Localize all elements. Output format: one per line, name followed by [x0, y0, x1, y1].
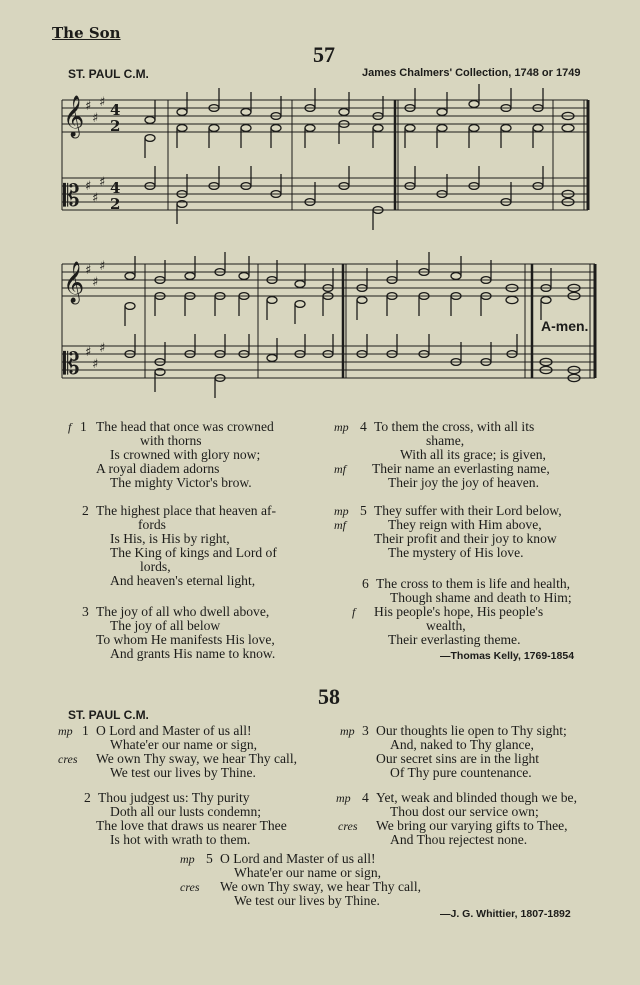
hymn-58-number: 58 [318, 684, 340, 709]
stanza-line: with thorns [140, 433, 202, 448]
stanza-line: Our secret sins are in the light [376, 751, 540, 766]
svg-text:♯: ♯ [99, 95, 106, 110]
svg-text:♯: ♯ [99, 175, 106, 190]
stanza-line: The highest place that heaven af- [96, 503, 277, 518]
dynamic-mark: cres [180, 880, 200, 894]
svg-text:♯: ♯ [85, 345, 92, 360]
hymn-57-number: 57 [313, 42, 335, 67]
stanza-number: 1 [82, 723, 89, 738]
dynamic-mark: mp [334, 420, 349, 434]
svg-text:2: 2 [110, 195, 121, 213]
stanza-line: lords, [140, 559, 171, 574]
hymn-58-tune: ST. PAUL C.M. [68, 708, 149, 722]
dynamic-mark: mp [58, 724, 73, 738]
stanza-line: Though shame and death to Him; [390, 590, 572, 605]
dynamic-mark: mf [334, 462, 346, 476]
dynamic-mark: cres [338, 819, 358, 833]
svg-text:4: 4 [110, 179, 121, 197]
stanza-line: Doth all our lusts condemn; [110, 804, 262, 819]
stanza-line: To whom He manifests His love, [96, 632, 275, 647]
stanza-line: And Thou rejectest none. [390, 832, 528, 847]
stanza-line: The mystery of His love. [388, 545, 524, 560]
dynamic-mark: f [68, 420, 72, 434]
stanza-number: 6 [362, 576, 369, 591]
hymn-57-source: James Chalmers' Collection, 1748 or 1749 [362, 67, 581, 79]
stanza-line: The love that draws us nearer Thee [96, 818, 287, 833]
svg-text:♯: ♯ [92, 111, 99, 126]
stanza-number: 4 [362, 790, 369, 805]
hymn-57-tune: ST. PAUL C.M. [68, 67, 149, 81]
svg-text:♯: ♯ [92, 191, 99, 206]
stanza-line: The joy of all below [110, 618, 221, 633]
stanza-line: They suffer with their Lord below, [374, 503, 562, 518]
stanza-line: wealth, [426, 618, 466, 633]
svg-text:♯: ♯ [85, 263, 92, 278]
stanza-line: The head that once was crowned [96, 419, 274, 434]
dynamic-mark: cres [58, 752, 78, 766]
stanza-line: We bring our varying gifts to Thee, [376, 818, 568, 833]
svg-text:♯: ♯ [85, 179, 92, 194]
svg-text:♯: ♯ [99, 341, 106, 356]
stanza-line: A royal diadem adorns [96, 461, 220, 476]
stanza-number: 3 [362, 723, 369, 738]
stanza-number: 5 [206, 851, 213, 866]
svg-text:♯: ♯ [85, 99, 92, 114]
dynamic-mark: f [352, 605, 356, 619]
stanza-line: Their profit and their joy to know [374, 531, 557, 546]
stanza-line: Thou judgest us: Thy purity [98, 790, 250, 805]
stanza-number: 1 [80, 419, 87, 434]
stanza-line: With all its grace; is given, [400, 447, 546, 462]
stanza-line: Whate'er our name or sign, [234, 865, 382, 880]
stanza-line: We own Thy sway, we hear Thy call, [96, 751, 297, 766]
stanza-line: The cross to them is life and health, [376, 576, 571, 591]
dynamic-mark: mp [336, 791, 351, 805]
svg-text:𝄡: 𝄡 [63, 347, 80, 382]
svg-text:♯: ♯ [92, 275, 99, 290]
stanza-line: To them the cross, with all its [374, 419, 535, 434]
svg-text:♯: ♯ [92, 357, 99, 372]
music-score [0, 0, 640, 420]
stanza-line: They reign with Him above, [388, 517, 542, 532]
stanza-line: Whate'er our name or sign, [110, 737, 258, 752]
stanza-line: Is hot with wrath to them. [110, 832, 251, 847]
stanza-number: 2 [84, 790, 91, 805]
stanza-line: Of Thy pure countenance. [390, 765, 532, 780]
stanza-line: Our thoughts lie open to Thy sight; [376, 723, 567, 738]
stanza-number: 4 [360, 419, 367, 434]
svg-text:4: 4 [110, 101, 121, 119]
dynamic-mark: mp [340, 724, 355, 738]
stanza-line: fords [138, 517, 166, 532]
stanza-line: Their joy the joy of heaven. [388, 475, 539, 490]
stanza-line: O Lord and Master of us all! [96, 723, 252, 738]
svg-text:2: 2 [110, 117, 121, 135]
stanza-number: 3 [82, 604, 89, 619]
stanza-number: 2 [82, 503, 89, 518]
dynamic-mark: mf [334, 518, 346, 532]
dynamic-mark: mp [334, 504, 349, 518]
stanza-line: shame, [426, 433, 465, 448]
stanza-line: The joy of all who dwell above, [96, 604, 270, 619]
svg-text:𝄡: 𝄡 [63, 179, 80, 214]
stanza-line: Yet, weak and blinded though we be, [376, 790, 577, 805]
amen-label: A-men. [541, 318, 589, 334]
stanza-line: We own Thy sway, we hear Thy call, [220, 879, 421, 894]
stanza-line: And heaven's eternal light, [110, 573, 256, 588]
stanza-line: The mighty Victor's brow. [110, 475, 252, 490]
svg-text:𝄞: 𝄞 [63, 262, 85, 303]
stanza-line: Thou dost our service own; [390, 804, 539, 819]
dynamic-mark: mp [180, 852, 195, 866]
stanza-line: And, naked to Thy glance, [390, 737, 534, 752]
stanza-line: The King of kings and Lord of [110, 545, 277, 560]
stanza-line: O Lord and Master of us all! [220, 851, 376, 866]
svg-text:♯: ♯ [99, 259, 106, 274]
hymn-58-author: —J. G. Whittier, 1807-1892 [440, 908, 571, 920]
section-header: The Son [52, 24, 121, 42]
stanza-line: Is crowned with glory now; [110, 447, 261, 462]
stanza-line: And grants His name to know. [110, 646, 276, 661]
stanza-line: Their name an everlasting name, [372, 461, 550, 476]
stanza-line: We test our lives by Thine. [110, 765, 256, 780]
stanza-line: We test our lives by Thine. [234, 893, 380, 908]
notes [125, 84, 580, 398]
stanza-number: 5 [360, 503, 367, 518]
stanza-line: Their everlasting theme. [388, 632, 521, 647]
hymn-57-author: —Thomas Kelly, 1769-1854 [440, 650, 575, 662]
stanza-line: His people's hope, His people's [374, 604, 544, 619]
svg-text:𝄞: 𝄞 [63, 96, 85, 137]
stanza-line: Is His, is His by right, [110, 531, 230, 546]
